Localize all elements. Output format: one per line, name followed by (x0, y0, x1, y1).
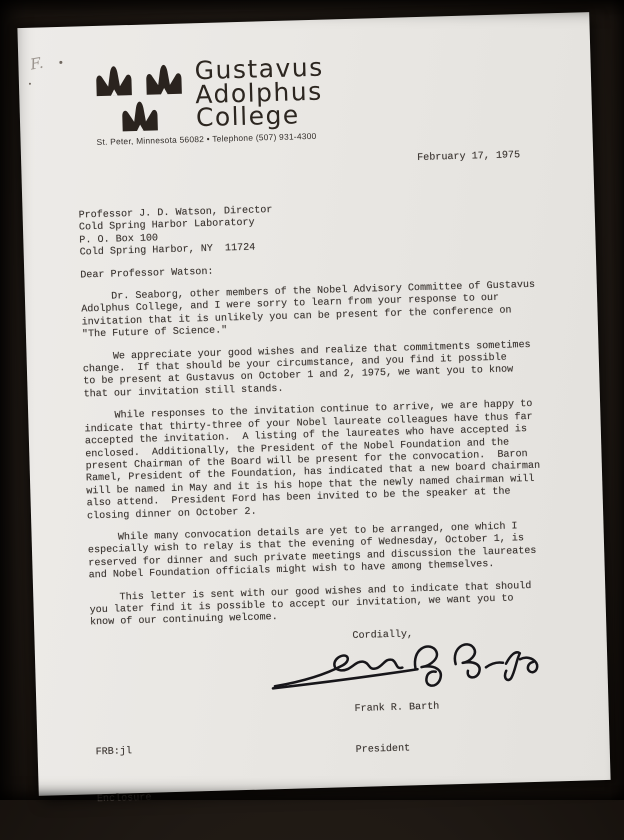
letter-body (79, 197, 591, 631)
date-line: February 17, 1975 (417, 150, 521, 165)
reference-block (95, 713, 153, 838)
pencil-mark: F. (28, 53, 45, 74)
speck (29, 83, 31, 85)
signer-title: President (355, 742, 411, 756)
crown-icon (142, 63, 185, 95)
college-name-line: College (195, 100, 301, 133)
college-logo (92, 63, 190, 136)
crown-icon (92, 65, 135, 97)
college-name (194, 52, 325, 133)
signature-block (354, 674, 442, 784)
college-name-line: Gustavus (194, 52, 325, 86)
letter-paragraph: We appreciate your good wishes and realize that commitments sometimes change. If that should be your circumstance, and you find it possible to be present at Gustavus on October 1 and 2, 1975, we want you to know that our invitation still stands. (82, 339, 531, 401)
letter-paragraph: While many convocation details are yet to be arranged, one which I especially wish to relay is that the evening of Wednesday, October 1, is reserved for dinner and such private meetings and discussion the laureates and Nobel Foundation officials might wish to have among themselves. (87, 521, 537, 582)
enclosure-note: Enclosure (96, 792, 152, 805)
letter-paragraph: While responses to the invitation continue to arrive, we are happy to indicate that thirty-three of your Nobel laureate colleagues have thus far accepted the invitation. A listing of the laureates who have accepted is enclosed. Additionally, the President of the Nobel Foundation and the present Chairman of the Board will be present for the convocation. Baron Ramel, President of the Foundation, has indicated that a new board chairman will be named in May and it is his hope that the newly named chairman will also attend. President Ford has been invited to be the speaker at the closing dinner on October 2. (84, 399, 541, 522)
letterhead-address: St. Peter, Minnesota 56082 • Telephone (507) 931-4300 (96, 130, 317, 147)
salutation: Dear Professor Watson: (80, 266, 214, 282)
college-name-line: Adolphus (194, 76, 324, 109)
recipient-address: Professor J. D. Watson, Director Cold Spring Harbor Laboratory P. O. Box 100 Cold Spring Harbor, NY 11724 (78, 205, 273, 259)
letter-paragraph: This letter is sent with our good wishes and to indicate that should you later find it is possible to accept our invitation, we want you to know of our continuing welcome. (89, 580, 532, 629)
speck (59, 61, 62, 64)
crown-icon (118, 100, 161, 132)
closing: Cordially, (352, 629, 414, 643)
letter-paper (17, 12, 610, 805)
typist-reference: FRB:jl (95, 746, 133, 759)
letter-paragraph: Dr. Seaborg, other members of the Nobel Advisory Committee of Gustavus Adolphus College, and I were sorry to learn from your response to our invitation that it is unlikely you can be present for the conference on "The Future of Science." (80, 279, 536, 341)
signer-name: Frank R. Barth (354, 701, 440, 715)
